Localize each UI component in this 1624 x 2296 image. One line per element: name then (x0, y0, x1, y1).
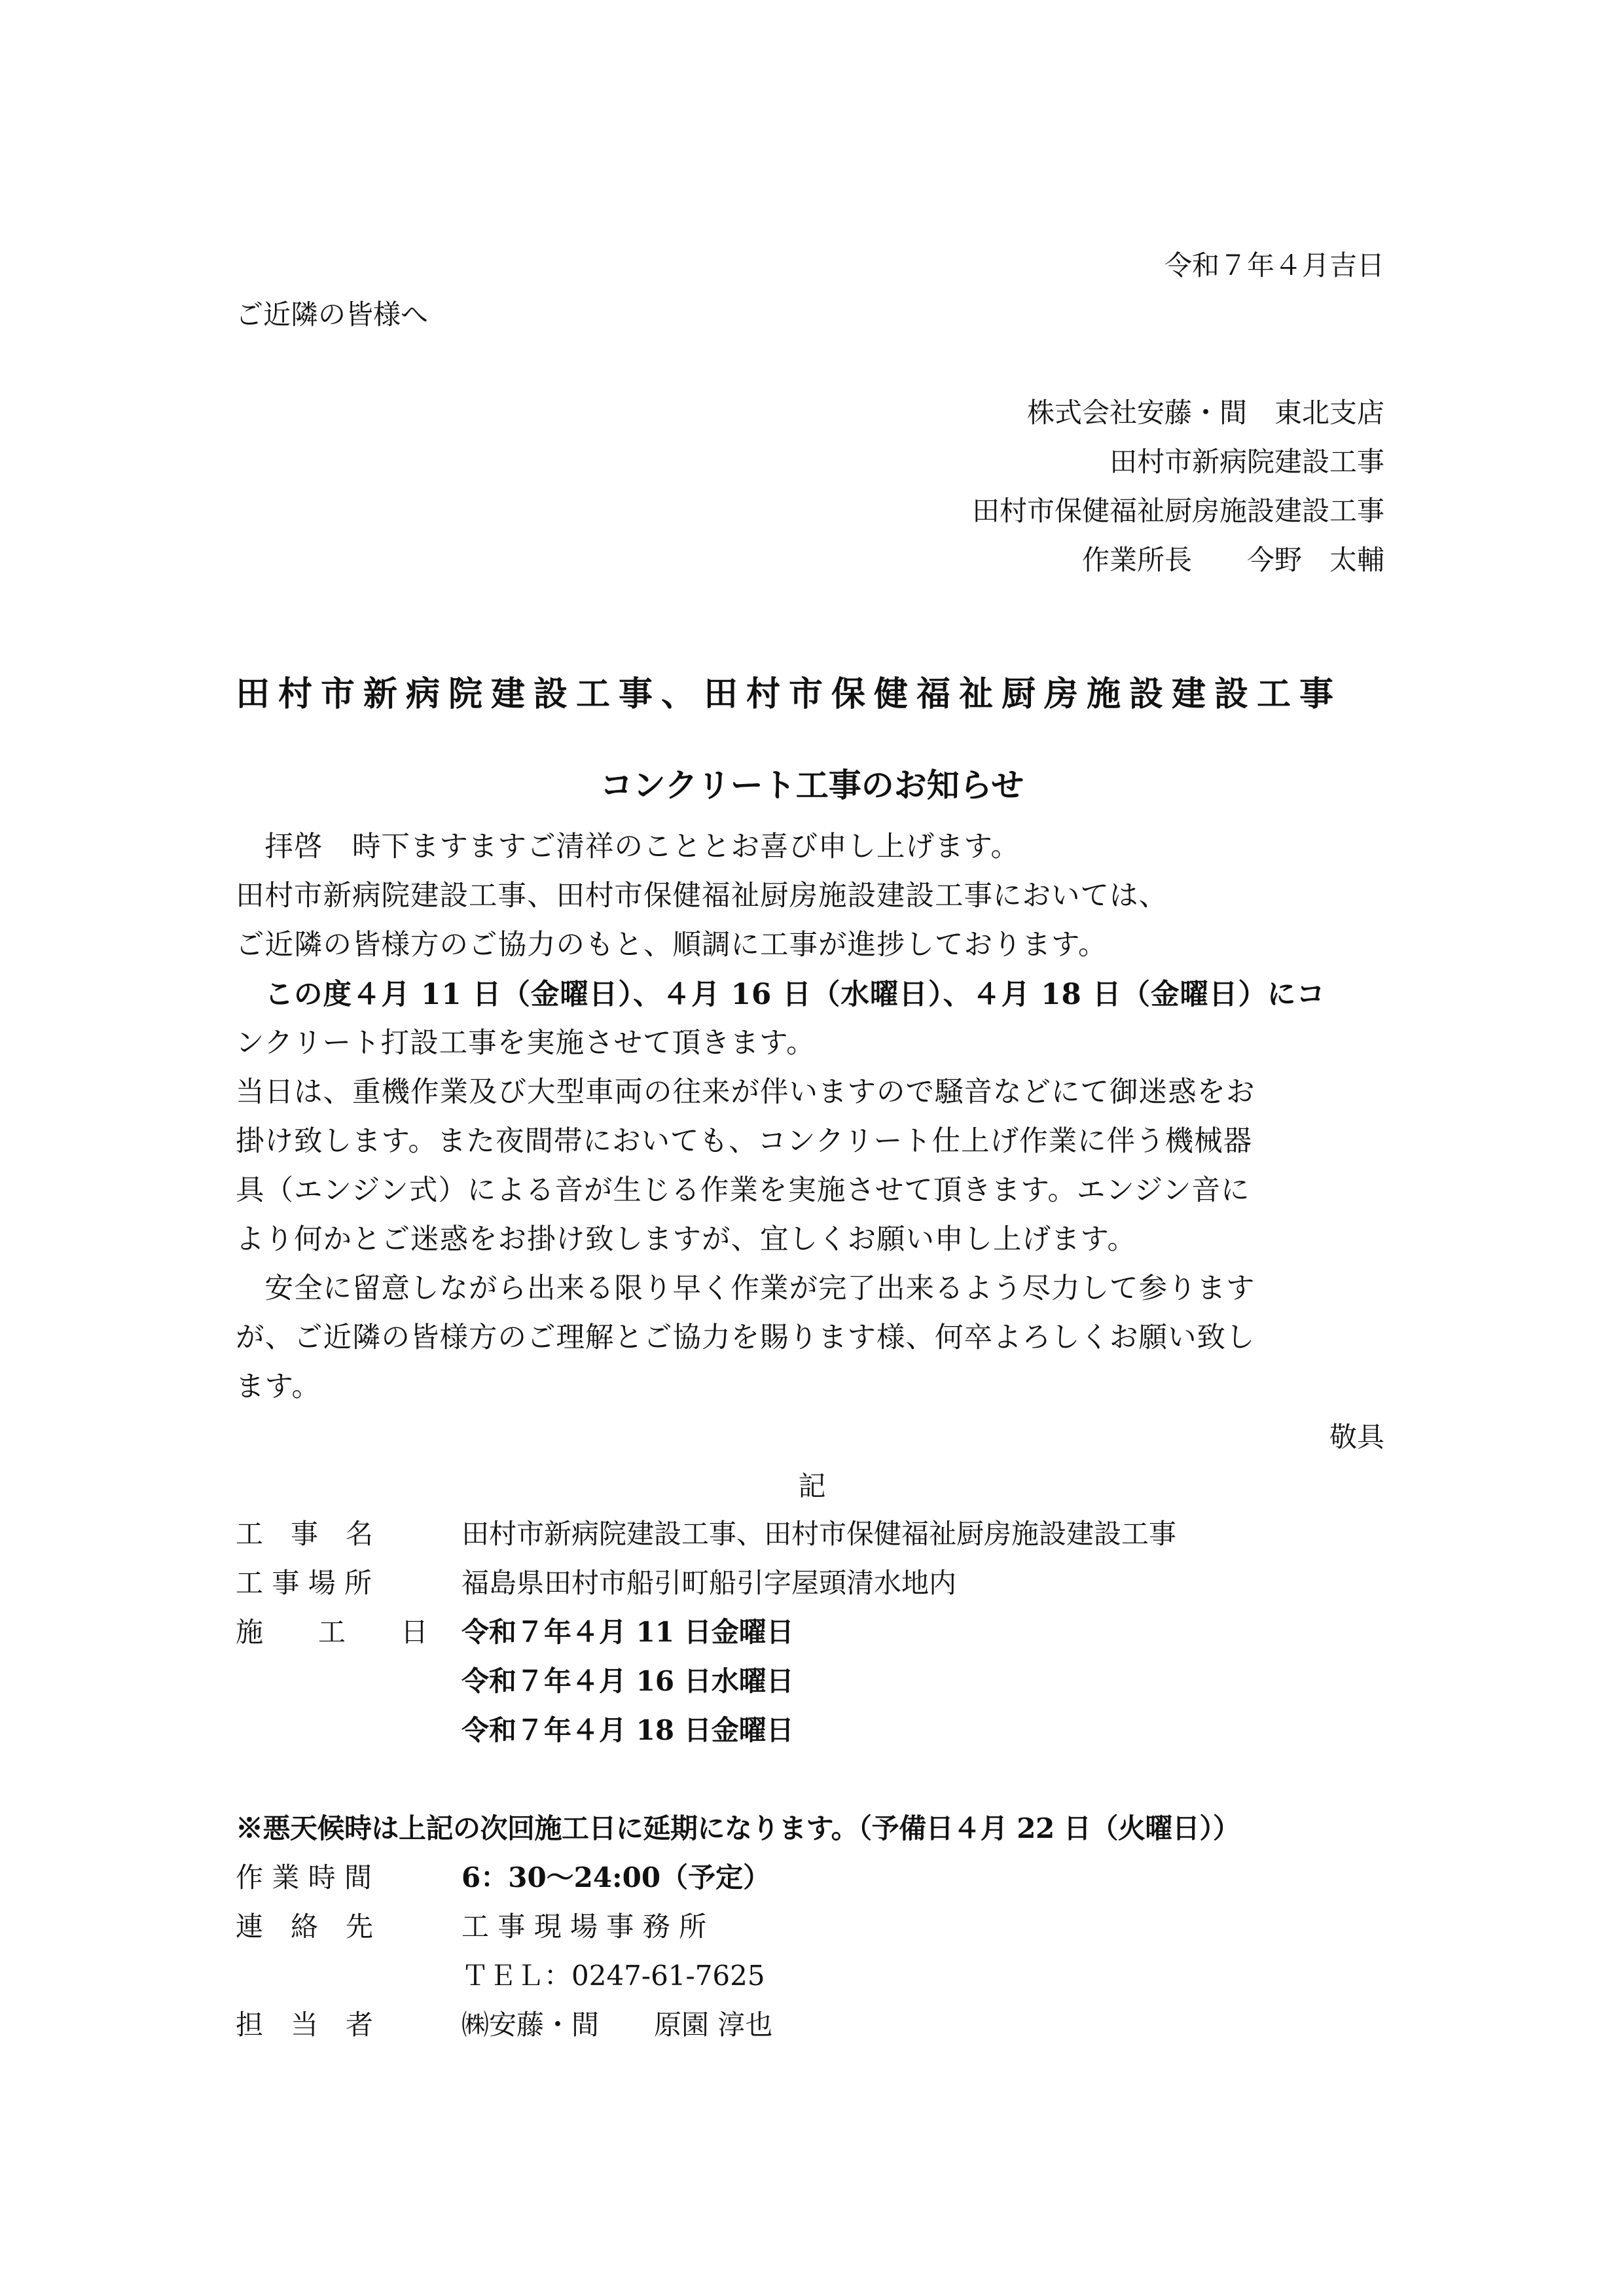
body-line: ご近隣の皆様方のご協力のもと、順調に工事が進捗しております。 (236, 929, 1108, 961)
page-title: 田村市新病院建設工事、田村市保健福祉厨房施設建設工事 (236, 675, 1343, 714)
body-line: 具（エンジン式）による音が生じる作業を実施させて頂きます。エンジン音に (236, 1174, 1250, 1207)
bad-weather-note: ※悪天候時は上記の次回施工日に延期になります。（予備日４月 22 日（火曜日）） (236, 1812, 1240, 1844)
schedule-line: この度４月 11 日（金曜日）、４月 16 日（水曜日）、４月 18 日（金曜日）にコ (236, 978, 1326, 1011)
body-line: 田村市新病院建設工事、田村市保健福祉厨房施設建設工事においては、 (236, 880, 1168, 912)
body-line: 安全に留意しながら出来る限り早く作業が完了出来るよう尽力して参ります (236, 1272, 1255, 1305)
construction-name-label: 工 事 名 (236, 1518, 374, 1550)
construction-date: 令和７年４月 18 日金曜日 (461, 1714, 794, 1746)
body-line: 拝啓 時下ますますご清祥のこととお喜び申し上げます。 (236, 831, 1020, 863)
construction-date: 令和７年４月 16 日水曜日 (461, 1665, 794, 1697)
sender-project-2: 田村市保健福祉厨房施設建設工事 (971, 495, 1384, 527)
site-label: 工 事 場 所 (236, 1567, 372, 1599)
body-line: より何かとご迷惑をお掛け致しますが、宜しくお願い申し上げます。 (236, 1223, 1137, 1256)
dates-label: 施 工 日 (236, 1616, 429, 1648)
sender-project-1: 田村市新病院建設工事 (1109, 446, 1384, 478)
closing-keigu: 敬具 (1329, 1421, 1384, 1453)
contact-tel: ＴＥＬ：0247-61-7625 (461, 1960, 765, 1992)
notice-date: 令和７年４月吉日 (1164, 249, 1384, 281)
body-line: 当日は、重機作業及び大型車両の往来が伴いますので騒音などにて御迷惑をお (236, 1076, 1255, 1109)
body-line: 掛け致します。また夜間帯においても、コンクリート仕上げ作業に伴う機械器 (236, 1125, 1253, 1158)
construction-name-value: 田村市新病院建設工事、田村市保健福祉厨房施設建設工事 (461, 1518, 1177, 1550)
body-line: ます。 (236, 1371, 321, 1403)
addressee: ご近隣の皆様へ (236, 298, 429, 331)
hours-label: 作 業 時 間 (236, 1861, 372, 1893)
body-line: ンクリート打設工事を実施させて頂きます。 (236, 1027, 816, 1060)
page-subtitle: コンクリート工事のお知らせ (600, 766, 1024, 804)
sender-manager: 作業所長 今野 太輔 (1081, 544, 1384, 576)
contact-label: 連 絡 先 (236, 1910, 374, 1943)
sender-company: 株式会社安藤・間 東北支店 (1026, 397, 1384, 429)
person-value: ㈱安藤・間 原園 淳也 (461, 2009, 773, 2041)
site-value: 福島県田村市船引町船引字屋頭清水地内 (461, 1567, 957, 1599)
body-line: が、ご近隣の皆様方のご理解とご協力を賜ります様、何卒よろしくお願い致し (236, 1321, 1255, 1354)
ki-heading: 記 (798, 1470, 826, 1502)
contact-office: 工 事 現 場 事 務 所 (461, 1910, 707, 1943)
hours-value: 6：30～24:00（予定） (461, 1861, 771, 1893)
construction-date: 令和７年４月 11 日金曜日 (461, 1616, 794, 1648)
person-label: 担 当 者 (236, 2009, 374, 2041)
